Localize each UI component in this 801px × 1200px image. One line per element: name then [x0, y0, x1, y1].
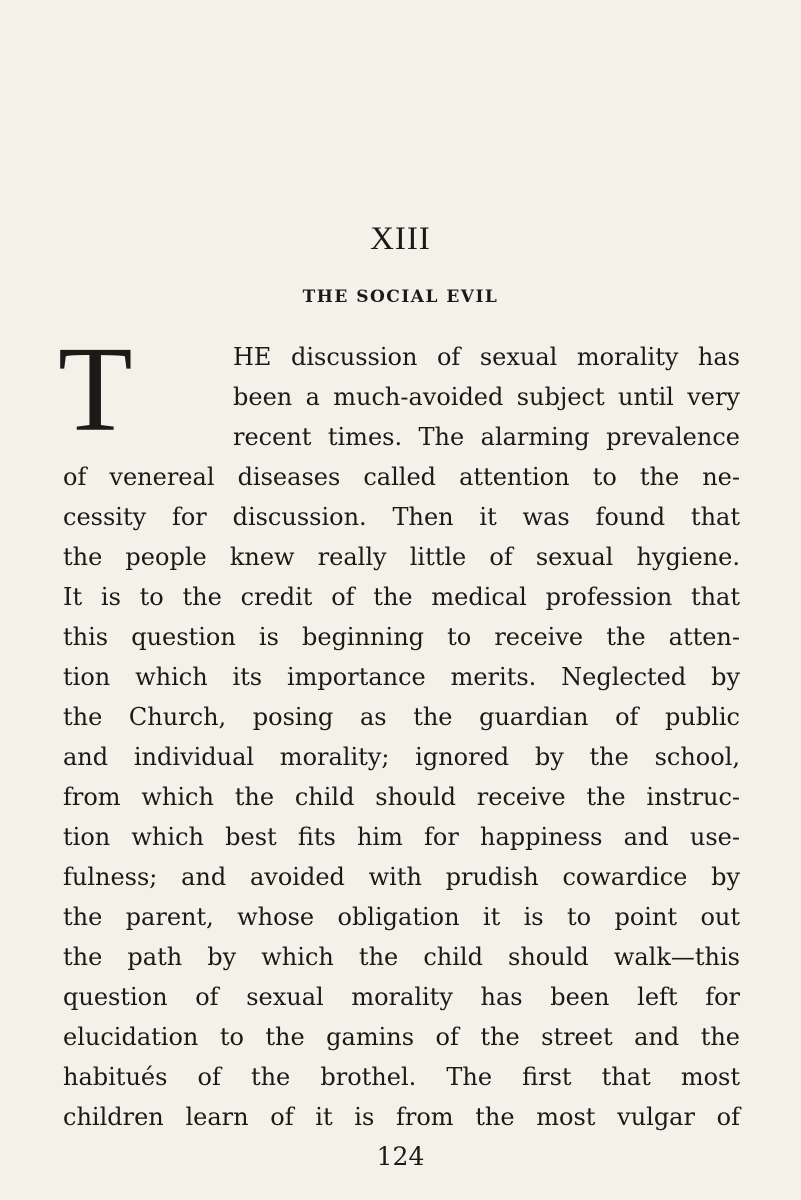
- text-line: fulness; and avoided with prudish cowardice by: [63, 863, 740, 891]
- text-line: from which the child should receive the instruc-: [63, 783, 740, 811]
- text-line: children learn of it is from the most vulgar of: [63, 1103, 740, 1131]
- text-line: and individual morality; ignored by the school,: [63, 743, 740, 771]
- text-line: tion which its importance merits. Neglected by: [63, 663, 740, 691]
- text-line: the parent, whose obligation it is to point out: [63, 903, 740, 931]
- text-line: this question is beginning to receive the atten-: [63, 623, 740, 651]
- text-line: It is to the credit of the medical profession that: [63, 583, 740, 611]
- text-line: the Church, posing as the guardian of public: [63, 703, 740, 731]
- drop-cap: T: [58, 322, 133, 457]
- text-line: question of sexual morality has been left for: [63, 983, 740, 1011]
- text-line: been a much-avoided subject until very: [233, 383, 740, 411]
- chapter-number: XIII: [370, 221, 431, 257]
- text-line: the people knew really little of sexual hygiene.: [63, 543, 740, 571]
- text-line: HE discussion of sexual morality has: [233, 343, 740, 371]
- text-line: cessity for discussion. Then it was found that: [63, 503, 740, 531]
- text-line: recent times. The alarming prevalence: [233, 423, 740, 451]
- text-line: tion which best fits him for happiness and use-: [63, 823, 740, 851]
- page-number: 124: [376, 1142, 425, 1171]
- text-line: elucidation to the gamins of the street and the: [63, 1023, 740, 1051]
- chapter-title: THE SOCIAL EVIL: [302, 287, 499, 307]
- text-line: the path by which the child should walk—this: [63, 943, 740, 971]
- text-line: of venereal diseases called attention to the ne-: [63, 463, 740, 491]
- text-line: habitués of the brothel. The first that most: [63, 1063, 740, 1091]
